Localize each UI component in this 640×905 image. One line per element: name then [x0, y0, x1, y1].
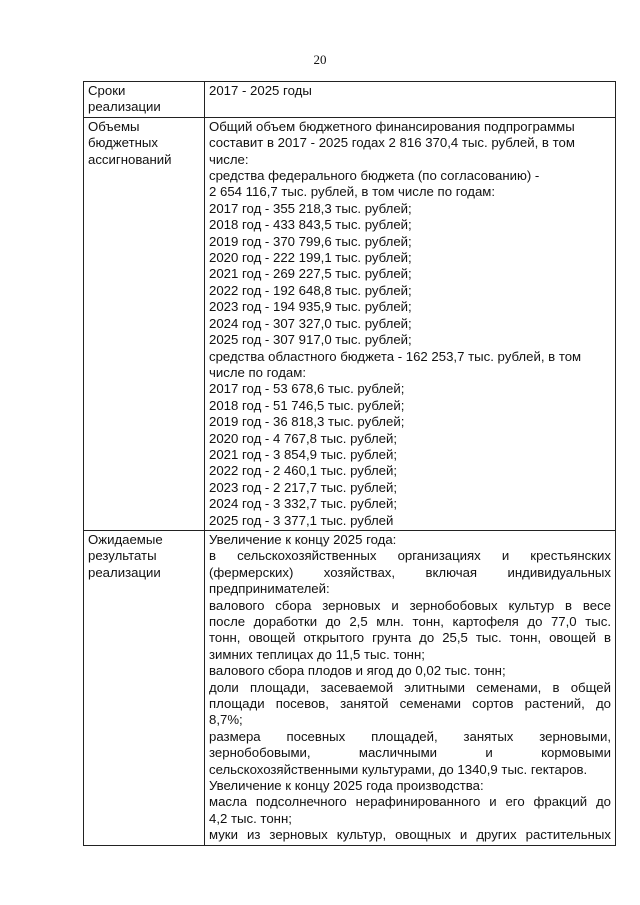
- results-line: валового сбора зерновых и зернобобовых культур в весе: [209, 597, 611, 613]
- results-line: в сельскохозяйственных организациях и крестьянских: [209, 548, 611, 564]
- term-label-cell: [84, 82, 205, 118]
- regional-year-2017: 2017 год - 53 678,6 тыс. рублей;: [209, 381, 405, 397]
- results-line: площади посевов, занятой семенами сортов растений, до: [209, 696, 611, 712]
- budget-value-cell: [205, 117, 616, 530]
- federal-year-2022: 2022 год - 192 648,8 тыс. рублей;: [209, 282, 412, 298]
- results-line: зимних теплицах до 11,5 тыс. тонн;: [209, 646, 425, 662]
- regional-year-2024: 2024 год - 3 332,7 тыс. рублей;: [209, 496, 398, 512]
- results-line: размера посевных площадей, занятых зерновыми,: [209, 728, 611, 744]
- budget-label-cell: [84, 117, 205, 530]
- regional-year-2022: 2022 год - 2 460,1 тыс. рублей;: [209, 463, 398, 479]
- table-row-results: [84, 530, 616, 845]
- results-line: Увеличение к концу 2025 года производства:: [209, 778, 484, 794]
- results-line: зернобобовыми, масличными и кормовыми: [209, 745, 611, 761]
- results-label-line-2: результаты: [88, 548, 157, 564]
- federal-year-2025: 2025 год - 307 917,0 тыс. рублей;: [209, 332, 412, 348]
- federal-year-2020: 2020 год - 222 199,1 тыс. рублей;: [209, 250, 412, 266]
- table-row-budget: [84, 117, 616, 530]
- results-value-cell: [205, 530, 616, 845]
- federal-year-2018: 2018 год - 433 843,5 тыс. рублей;: [209, 217, 412, 233]
- term-label-line-2: реализации: [88, 99, 161, 115]
- regional-year-2023: 2023 год - 2 217,7 тыс. рублей;: [209, 479, 398, 495]
- results-label-line-3: реализации: [88, 564, 161, 580]
- passport-table: [83, 81, 616, 846]
- federal-year-2023: 2023 год - 194 935,9 тыс. рублей;: [209, 299, 412, 315]
- term-value: 2017 - 2025 годы: [209, 83, 312, 98]
- results-line: масла подсолнечного нерафинированного и его фракций до: [209, 794, 611, 810]
- results-line: тонн, овощей открытого грунта до 25,5 тыс. тонн, овощей в: [209, 630, 611, 646]
- results-line: после доработки до 2,5 млн. тонн, картофеля до 77,0 тыс.: [209, 614, 611, 629]
- regional-year-2020: 2020 год - 4 767,8 тыс. рублей;: [209, 430, 398, 446]
- federal-year-2024: 2024 год - 307 327,0 тыс. рублей;: [209, 315, 412, 331]
- term-label-line-1: Сроки: [88, 83, 126, 98]
- federal-intro-line-2: 2 654 116,7 тыс. рублей, в том числе по годам:: [209, 184, 496, 200]
- results-line: 4,2 тыс. тонн;: [209, 810, 292, 826]
- federal-year-2017: 2017 год - 355 218,3 тыс. рублей;: [209, 200, 412, 216]
- budget-intro-line-2: составит в 2017 - 2025 годах 2 816 370,4 тыс. рублей, в том: [209, 135, 575, 151]
- federal-year-2019: 2019 год - 370 799,6 тыс. рублей;: [209, 233, 412, 249]
- results-label-line-1: Ожидаемые: [88, 531, 163, 547]
- budget-label-line-3: ассигнований: [88, 151, 172, 167]
- federal-year-2021: 2021 год - 269 227,5 тыс. рублей;: [209, 266, 412, 282]
- results-line: муки из зерновых культур, овощных и других растительных: [209, 827, 611, 843]
- results-line: доли площади, засеваемой элитными семенами, в общей: [209, 679, 611, 695]
- results-line: предпринимателей:: [209, 581, 330, 597]
- regional-year-2018: 2018 год - 51 746,5 тыс. рублей;: [209, 397, 405, 413]
- regional-year-2025: 2025 год - 3 377,1 тыс. рублей: [209, 512, 394, 528]
- results-line: Увеличение к концу 2025 года:: [209, 531, 397, 547]
- table-row-term: [84, 82, 616, 118]
- results-label-cell: [84, 530, 205, 845]
- federal-intro-line-1: средства федерального бюджета (по согласованию) -: [209, 168, 540, 184]
- budget-label-line-1: Объемы: [88, 118, 140, 134]
- budget-label-line-2: бюджетных: [88, 135, 158, 151]
- budget-intro-line-3: числе:: [209, 151, 249, 167]
- regional-year-2019: 2019 год - 36 818,3 тыс. рублей;: [209, 414, 405, 430]
- term-value-cell: [205, 82, 616, 118]
- regional-intro-line-1: средства областного бюджета - 162 253,7 тыс. рублей, в том: [209, 348, 582, 364]
- regional-intro-line-2: числе по годам:: [209, 364, 306, 380]
- budget-intro-line-1: Общий объем бюджетного финансирования подпрограммы: [209, 118, 575, 134]
- regional-year-2021: 2021 год - 3 854,9 тыс. рублей;: [209, 446, 398, 462]
- page-number: 20: [313, 52, 327, 67]
- results-line: сельскохозяйственными культурами, до 1340,9 тыс. гектаров.: [209, 761, 588, 777]
- results-line: (фермерских) хозяйствах, включая индивидуальных: [209, 564, 611, 580]
- results-line: 8,7%;: [209, 712, 243, 728]
- results-line: валового сбора плодов и ягод до 0,02 тыс. тонн;: [209, 663, 506, 679]
